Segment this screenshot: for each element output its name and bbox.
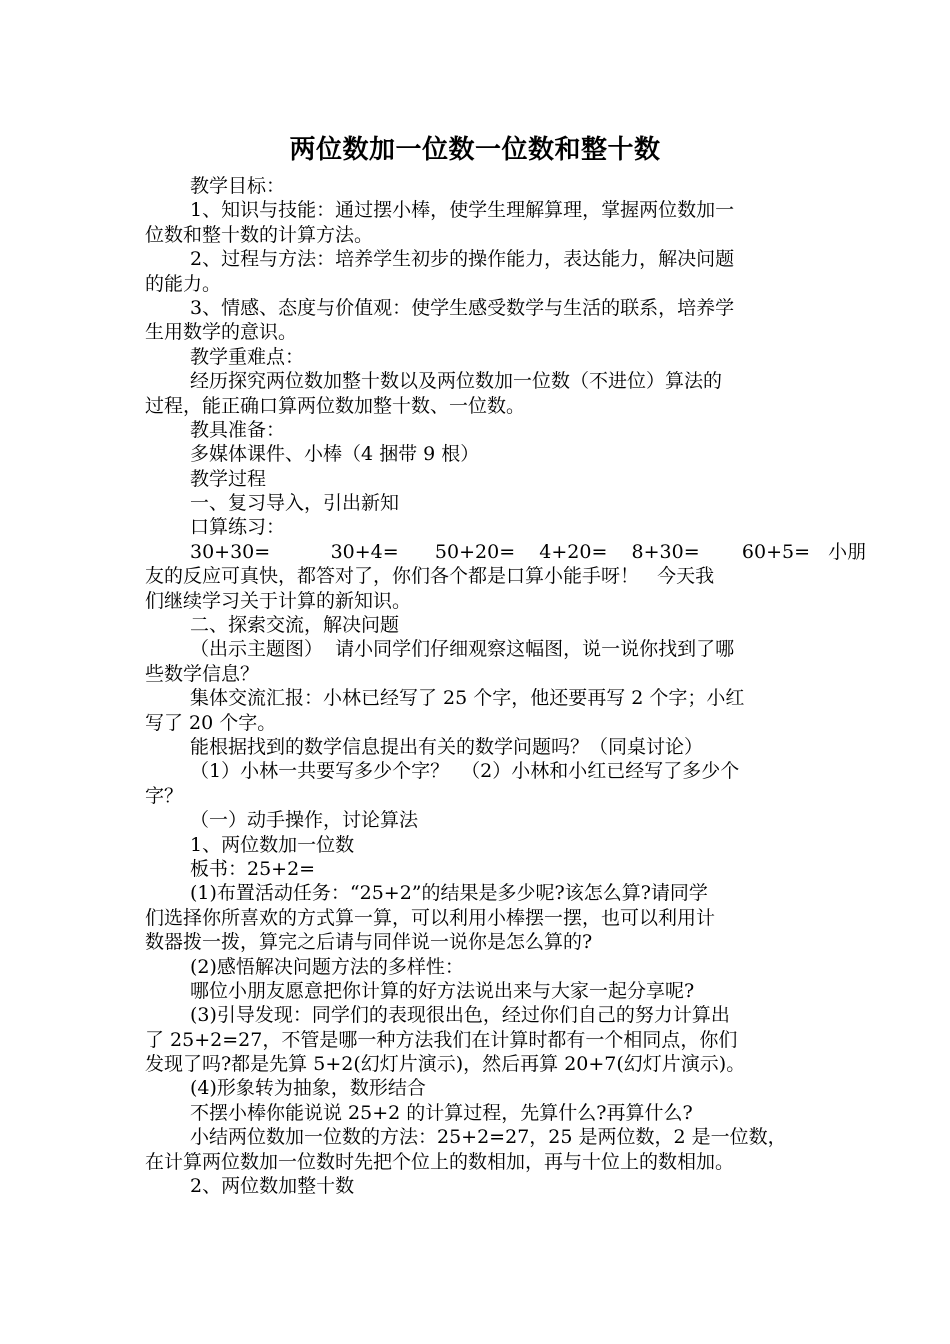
text-line: 1、知识与技能：通过摆小棒，使学生理解算理，掌握两位数加一 bbox=[190, 199, 735, 222]
document-body bbox=[145, 174, 867, 1198]
text-line: 哪位小朋友愿意把你计算的好方法说出来与大家一起分享呢? bbox=[190, 979, 695, 1002]
text-line: 些数学信息？ bbox=[145, 662, 260, 685]
text-line: 一、复习导入，引出新知 bbox=[190, 492, 400, 515]
text-line: 二、探索交流，解决问题 bbox=[190, 614, 400, 637]
text-line: (2)感悟解决问题方法的多样性： bbox=[190, 955, 464, 978]
text-line: 们选择你所喜欢的方式算一算，可以利用小棒摆一摆，也可以利用计 bbox=[145, 906, 716, 929]
text-line: 教学重难点： bbox=[190, 345, 305, 368]
text-line: 小结两位数加一位数的方法：25+2=27，25 是两位数，2 是一位数， bbox=[190, 1126, 787, 1149]
text-line: 字？ bbox=[145, 784, 184, 807]
text-line: 3、情感、态度与价值观：使学生感受数学与生活的联系，培养学 bbox=[190, 296, 735, 319]
text-line: （一）动手操作，讨论算法 bbox=[190, 809, 419, 832]
text-line: 了 25+2=27，不管是哪一种方法我们在计算时都有一个相同点，你们 bbox=[145, 1028, 738, 1051]
text-line: 集体交流汇报：小林已经写了 25 个字，他还要再写 2 个字；小红 bbox=[190, 687, 745, 710]
text-line: 教学过程 bbox=[190, 467, 267, 490]
text-line: (1)布置活动任务：“25+2”的结果是多少呢?该怎么算?请同学 bbox=[190, 882, 708, 905]
text-line: 教具准备： bbox=[190, 418, 286, 441]
text-line: 过程，能正确口算两位数加整十数、一位数。 bbox=[145, 394, 526, 417]
text-line: 经历探究两位数加整十数以及两位数加一位数（不进位）算法的 bbox=[190, 370, 723, 393]
text-line: 2、过程与方法：培养学生初步的操作能力，表达能力，解决问题 bbox=[190, 248, 735, 271]
text-line: 生用数学的意识。 bbox=[145, 321, 298, 344]
text-line: 能根据找到的数学信息提出有关的数学问题吗？（同桌讨论） bbox=[190, 735, 704, 758]
text-line: 的能力。 bbox=[145, 272, 222, 295]
text-line: 位数和整十数的计算方法。 bbox=[145, 223, 374, 246]
document-title: 两位数加一位数一位数和整十数 bbox=[289, 135, 661, 165]
text-line: 多媒体课件、小棒（4 捆带 9 根） bbox=[190, 443, 480, 466]
text-line: (3)引导发现：同学们的表现很出色，经过你们自己的努力计算出 bbox=[190, 1004, 730, 1027]
text-line: 1、两位数加一位数 bbox=[190, 833, 355, 856]
text-line: 写了 20 个字。 bbox=[145, 711, 277, 734]
text-line: 口算练习： bbox=[190, 516, 286, 539]
text-line: 不摆小棒你能说说 25+2 的计算过程，先算什么?再算什么? bbox=[190, 1101, 693, 1124]
text-line: 发现了吗?都是先算 5+2(幻灯片演示)，然后再算 20+7(幻灯片演示)。 bbox=[145, 1053, 746, 1076]
text-line: 教学目标： bbox=[190, 175, 286, 197]
text-line: 板书：25+2= bbox=[190, 857, 316, 880]
text-line: 2、两位数加整十数 bbox=[190, 1175, 355, 1198]
text-line: 数器拨一拨，算完之后请与同伴说一说你是怎么算的? bbox=[145, 931, 593, 954]
text-line: 们继续学习关于计算的新知识。 bbox=[145, 589, 412, 612]
text-line: 友的反应可真快，都答对了，你们各个都是口算小能手呀！ 今天我 bbox=[145, 565, 715, 588]
text-line: (4)形象转为抽象，数形结合 bbox=[190, 1077, 426, 1100]
text-line: 在计算两位数加一位数时先把个位上的数相加，再与十位上的数相加。 bbox=[145, 1150, 735, 1173]
text-line: 30+30= 30+4= 50+20= 4+20= 8+30= 60+5= 小朋 bbox=[190, 540, 867, 563]
text-line: （出示主题图） 请小同学们仔细观察这幅图，说一说你找到了哪 bbox=[190, 638, 735, 661]
text-line: （1）小林一共要写多少个字？ （2）小林和小红已经写了多少个 bbox=[190, 760, 740, 783]
